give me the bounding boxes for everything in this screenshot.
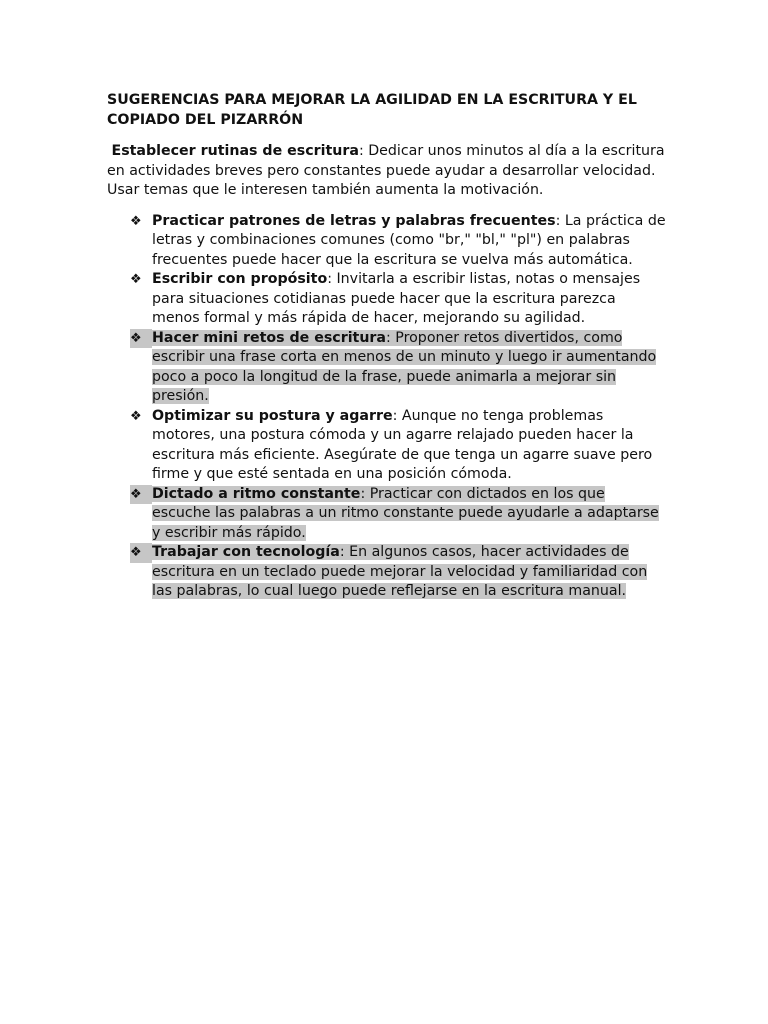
- item-heading: Practicar patrones de letras y palabras frecuentes: [152, 212, 556, 229]
- item-body: : Proponer retos divertidos, como escribir una frase corta en menos de un minuto y luego ir aumentando poco a poco la longitud de la frase, puede animarla a mejorar sin presión.: [152, 329, 657, 404]
- document-title: SUGERENCIAS PARA MEJORAR LA AGILIDAD EN LA ESCRITURA Y EL COPIADO DEL PIZARRÓN: [107, 92, 637, 128]
- diamond-bullet-icon: ❖: [130, 272, 142, 287]
- item-body: : Invitarla a escribir listas, notas o mensajes para situaciones cotidianas puede hacer que la escritura parezca menos formal y más rápida de hacer, mejorando su agilidad.: [152, 271, 641, 326]
- item-heading: Dictado a ritmo constante: [152, 485, 361, 502]
- diamond-bullet-icon: ❖: [130, 543, 152, 563]
- document-page: [107, 91, 667, 602]
- diamond-bullet-icon: ❖: [130, 408, 142, 424]
- item-body: : En algunos casos, hacer actividades de escritura en un teclado puede mejorar la velocidad y familiaridad con las palabras, lo cual luego puede reflejarse en la escritura manual.: [152, 544, 648, 599]
- item-heading: Trabajar con tecnología: [152, 544, 340, 560]
- intro-paragraph: [107, 142, 667, 201]
- diamond-bullet-icon: ❖: [130, 485, 152, 505]
- list-item: [107, 407, 667, 485]
- list-item: [107, 485, 667, 544]
- list-item: [107, 329, 667, 407]
- diamond-bullet-icon: ❖: [130, 329, 152, 349]
- intro-heading: Establecer rutinas de escritura: [111, 143, 359, 159]
- suggestions-list: [107, 212, 667, 602]
- list-item: [107, 543, 667, 602]
- item-heading: Escribir con propósito: [152, 271, 328, 287]
- list-item: [107, 270, 667, 329]
- list-item: [107, 212, 667, 271]
- item-body: : Aunque no tenga problemas motores, una postura cómoda y un agarre relajado pueden hacer la escritura más eficiente. Asegúrate de que tenga un agarre suave pero firme y que esté sentada en una posición cómoda.: [152, 407, 653, 482]
- item-heading: Hacer mini retos de escritura: [152, 329, 387, 346]
- diamond-bullet-icon: ❖: [130, 213, 142, 229]
- intro-body: : Dedicar unos minutos al día a la escritura en actividades breves pero constantes puede ayudar a desarrollar velocidad. Usar temas que le interesen también aumenta la motivación.: [107, 143, 665, 198]
- item-body: : La práctica de letras y combinaciones comunes (como "br," "bl," "pl") en palabras frecuentes puede hacer que la escritura se vuelva más automática.: [152, 212, 666, 268]
- item-body: : Practicar con dictados en los que escuche las palabras a un ritmo constante puede ayudarle a adaptarse y escribir más rápido.: [152, 485, 659, 541]
- item-heading: Optimizar su postura y agarre: [152, 407, 393, 424]
